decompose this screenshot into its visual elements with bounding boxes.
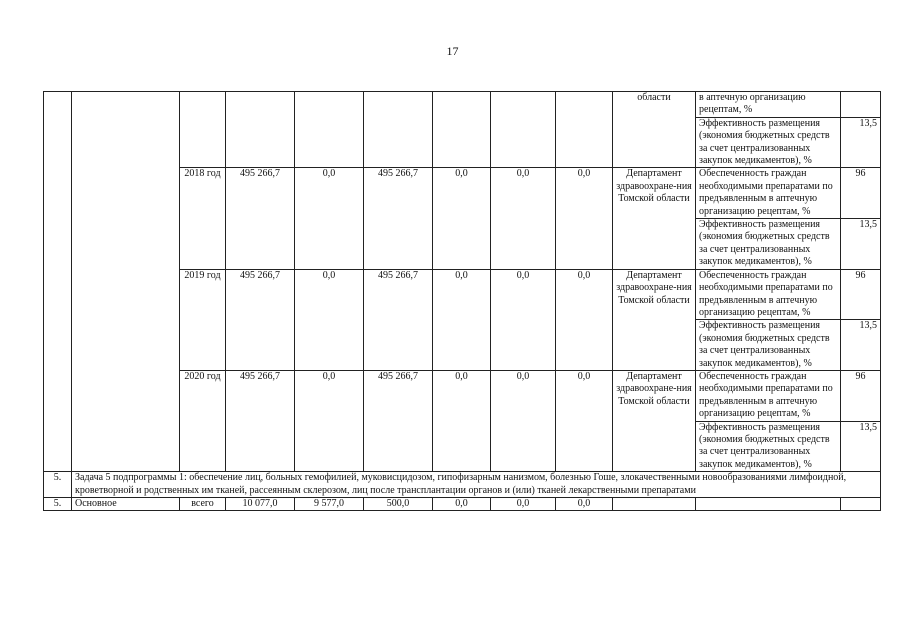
other-cell: 0,0 xyxy=(491,498,556,511)
total-cell: 495 266,7 xyxy=(226,370,295,471)
total-cell: 495 266,7 xyxy=(226,168,295,269)
indicator-cell xyxy=(696,498,841,511)
local-cell: 0,0 xyxy=(433,498,491,511)
regional-cell: 500,0 xyxy=(364,498,433,511)
indicator-cell: Эффективность размещения (экономия бюджетных средств за счет централизованных закупок медикаментов), % xyxy=(696,320,841,371)
indicator-value: 13,5 xyxy=(841,320,881,371)
indicator-cell: Эффективность размещения (экономия бюджетных средств за счет централизованных закупок медикаментов), % xyxy=(696,421,841,472)
total-cell: 495 266,7 xyxy=(226,269,295,370)
year-cell xyxy=(180,92,226,168)
indicator-cell: в аптечную организацию рецептам, % xyxy=(696,92,841,118)
regional-cell: 495 266,7 xyxy=(364,269,433,370)
page-number: 17 xyxy=(446,44,459,58)
indicator-cell: Обеспеченность граждан необходимыми препаратами по предъявленным в аптечную организацию рецептам, % xyxy=(696,168,841,219)
other-cell: 0,0 xyxy=(491,168,556,269)
task-description: Задача 5 подпрограммы 1: обеспечение лиц, больных гемофилией, муковисцидозом, гипофизарным нанизмом, болезнью Гоше, злокачественными новообразованиями лимфоидной, кроветворной и родственных им тканей, рассеянным склерозом, лиц после трансплантации органов и (или) тканей лекарственными препаратами xyxy=(72,472,881,498)
indicator-cell: Обеспеченность граждан необходимыми препаратами по предъявленным в аптечную организацию рецептам, % xyxy=(696,269,841,320)
year-cell: 2019 год xyxy=(180,269,226,370)
regional-cell: 495 266,7 xyxy=(364,168,433,269)
indicator-value: 13,5 xyxy=(841,421,881,472)
local-cell: 0,0 xyxy=(433,168,491,269)
period-cell: всего xyxy=(180,498,226,511)
other-cell: 0,0 xyxy=(491,370,556,471)
indicator-cell: Эффективность размещения (экономия бюджетных средств за счет централизованных закупок медикаментов), % xyxy=(696,117,841,168)
other-cell: 0,0 xyxy=(491,269,556,370)
department-cell: Департамент здравоохране-ния Томской области xyxy=(613,269,696,370)
indicator-value: 96 xyxy=(841,168,881,219)
department-cell: Департамент здравоохране-ния Томской области xyxy=(613,168,696,269)
indicator-value xyxy=(841,92,881,118)
extra-cell: 0,0 xyxy=(556,370,613,471)
federal-cell: 0,0 xyxy=(295,370,364,471)
federal-cell: 0,0 xyxy=(295,168,364,269)
regional-cell: 495 266,7 xyxy=(364,370,433,471)
task-row xyxy=(44,472,881,498)
department-cell: Департамент здравоохране-ния Томской области xyxy=(613,370,696,471)
year-cell: 2018 год xyxy=(180,168,226,269)
local-cell: 0,0 xyxy=(433,370,491,471)
total-cell: 10 077,0 xyxy=(226,498,295,511)
department-cell: области xyxy=(613,92,696,168)
table-row xyxy=(44,498,881,511)
indicator-value: 13,5 xyxy=(841,219,881,270)
name-cell: Основное xyxy=(72,498,180,511)
federal-cell: 0,0 xyxy=(295,269,364,370)
extra-cell: 0,0 xyxy=(556,269,613,370)
indicator-value: 96 xyxy=(841,370,881,421)
indicator-cell: Эффективность размещения (экономия бюджетных средств за счет централизованных закупок медикаментов), % xyxy=(696,219,841,270)
program-table xyxy=(43,91,881,511)
table-row xyxy=(44,92,881,118)
task-number: 5. xyxy=(44,472,72,498)
extra-cell: 0,0 xyxy=(556,168,613,269)
extra-cell: 0,0 xyxy=(556,498,613,511)
year-cell: 2020 год xyxy=(180,370,226,471)
number-cell: 5. xyxy=(44,498,72,511)
indicator-value xyxy=(841,498,881,511)
indicator-value: 13,5 xyxy=(841,117,881,168)
local-cell: 0,0 xyxy=(433,269,491,370)
name-cell xyxy=(72,92,180,472)
indicator-value: 96 xyxy=(841,269,881,320)
department-cell xyxy=(613,498,696,511)
federal-cell: 9 577,0 xyxy=(295,498,364,511)
indicator-cell: Обеспеченность граждан необходимыми препаратами по предъявленным в аптечную организацию рецептам, % xyxy=(696,370,841,421)
number-cell xyxy=(44,92,72,472)
